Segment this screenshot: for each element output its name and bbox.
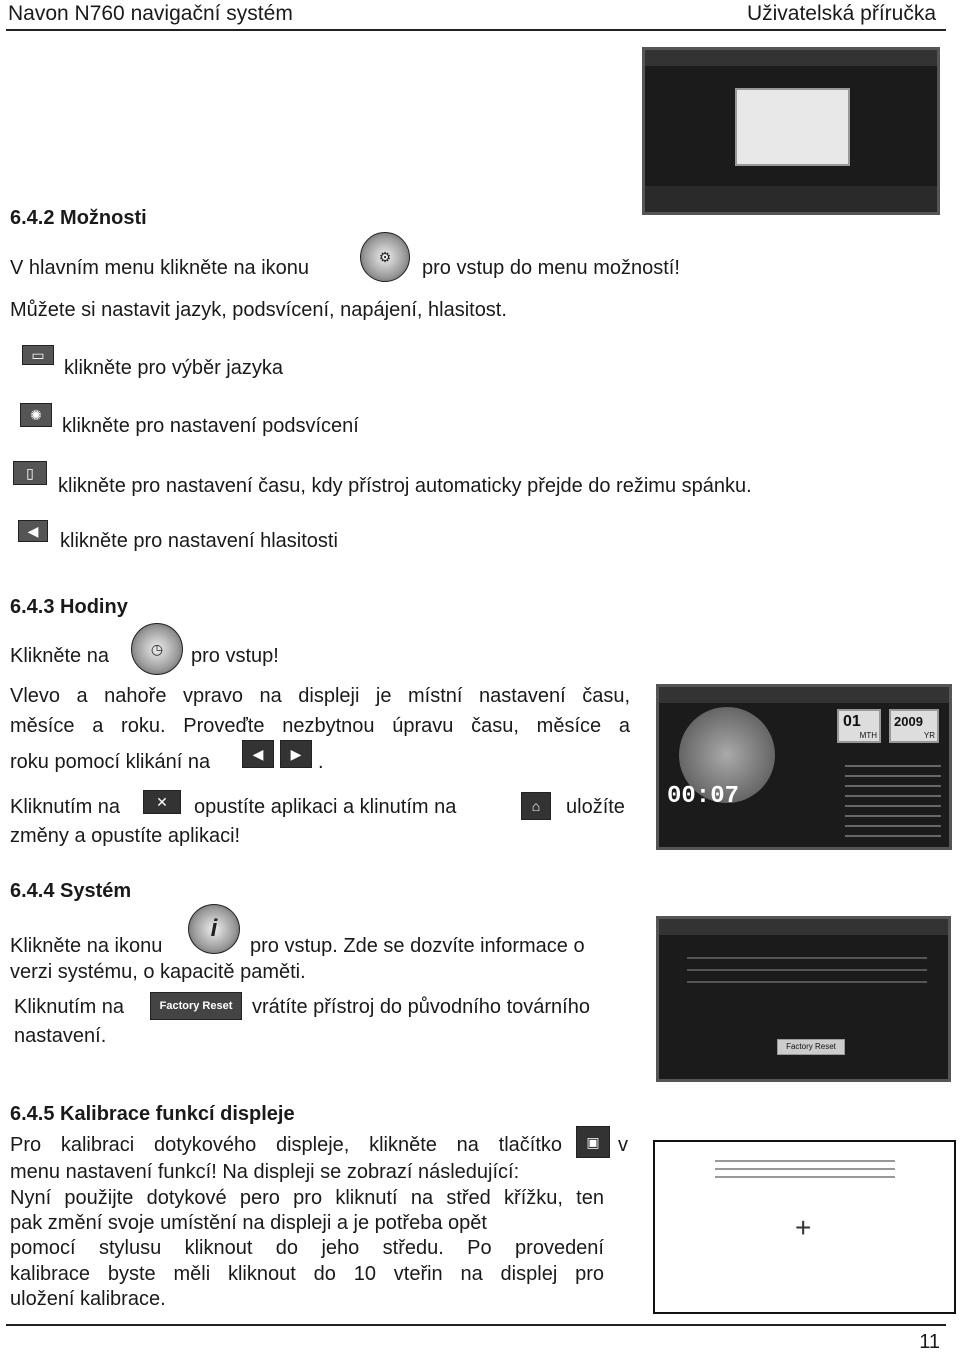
calibration-line3: Nyní použijte dotykové pero pro kliknutí na střed křížku, ten — [10, 1187, 604, 1209]
home-icon: ⌂ — [521, 792, 551, 820]
page-number: 11 — [919, 1331, 940, 1353]
language-item-text: klikněte pro výběr jazyka — [64, 357, 283, 379]
options-intro-end: pro vstup do menu možností! — [422, 257, 680, 279]
calibration-icon: ▣ — [576, 1126, 610, 1158]
year-label: YR — [923, 731, 935, 740]
clock-intro-end: pro vstup! — [191, 645, 279, 667]
volume-item-text: klikněte pro nastavení hlasitosti — [60, 530, 338, 552]
clock-exit-line2: změny a opustíte aplikaci! — [10, 825, 241, 847]
month-label: MTH — [859, 731, 877, 740]
factory-reset-button: Factory Reset — [777, 1039, 845, 1055]
factory-reset-icon: Factory Reset — [150, 992, 242, 1020]
info-icon: i — [188, 904, 240, 954]
system-info-lines — [687, 947, 927, 991]
month-box — [837, 709, 881, 743]
close-icon: ✕ — [143, 790, 181, 814]
calibration-line4: pak změní svoje umístění na displeji a je potřeba opět — [10, 1212, 487, 1234]
power-icon: ▯ — [13, 461, 47, 485]
clock-screenshot — [656, 684, 952, 850]
power-item-text: klikněte pro nastavení času, kdy přístroj automaticky přejde do režimu spánku. — [58, 475, 752, 497]
system-screenshot — [656, 916, 951, 1082]
month-value: 01 — [843, 713, 861, 730]
system-intro-end: pro vstup. Zde se dozvíte informace o — [250, 935, 585, 957]
options-screenshot — [642, 47, 940, 215]
clock-time: 00:07 — [667, 783, 740, 810]
backlight-item-text: klikněte pro nastavení podsvícení — [62, 415, 359, 437]
clock-icon: ◷ — [131, 623, 183, 675]
header-rule — [6, 29, 946, 31]
year-box — [889, 709, 939, 743]
clock-intro-start: Klikněte na — [10, 645, 109, 667]
calendar-grid — [845, 757, 941, 837]
calibration-line1: Pro kalibraci dotykového displeje, klikněte na tlačítko — [10, 1134, 562, 1156]
options-intro-start: V hlavním menu klikněte na ikonu — [10, 257, 310, 279]
calibration-line5: pomocí stylusu kliknout do jeho středu. Po provedení — [10, 1237, 604, 1259]
clock-paragraph-line1: Vlevo a nahoře vpravo na displeji je místní nastavení času, — [10, 685, 630, 707]
clock-paragraph-line2: měsíce a roku. Proveďte nezbytnou úpravu času, měsíce a — [10, 715, 630, 737]
clock-paragraph-line3: roku pomocí klikání na — [10, 751, 211, 773]
section-title-system: 6.4.4 Systém — [10, 880, 132, 902]
clock-exit-middle: opustíte aplikaci a klinutím na — [194, 796, 457, 818]
arrow-left-icon: ◀ — [242, 740, 274, 768]
system-intro-line2: verzi systému, o kapacitě paměti. — [10, 961, 306, 983]
calibration-line6: kalibrace byste měli kliknout do 10 vteřin na displej pro — [10, 1263, 604, 1285]
year-value: 2009 — [894, 714, 923, 729]
backlight-icon: ✺ — [20, 403, 52, 427]
volume-icon: ◀ — [18, 520, 48, 542]
reset-text-line2: nastavení. — [14, 1025, 107, 1047]
language-icon: ▭ — [22, 345, 54, 365]
options-description: Můžete si nastavit jazyk, podsvícení, napájení, hlasitost. — [10, 299, 507, 321]
clock-exit-start: Kliknutím na — [10, 796, 121, 818]
header-subtitle: Uživatelská příručka — [746, 2, 936, 25]
calibration-instruction-lines — [715, 1154, 895, 1180]
footer-rule — [6, 1324, 946, 1326]
section-title-calibration: 6.4.5 Kalibrace funkcí displeje — [10, 1103, 295, 1125]
system-intro-start: Klikněte na ikonu — [10, 935, 163, 957]
arrow-right-icon: ▶ — [280, 740, 312, 768]
clock-paragraph-line3-end: . — [318, 751, 324, 773]
header-title: Navon N760 navigační systém — [8, 2, 293, 25]
clock-exit-end: uložíte — [566, 796, 625, 818]
section-title-clock: 6.4.3 Hodiny — [10, 596, 128, 618]
calibration-screenshot — [653, 1140, 956, 1314]
reset-text-start: Kliknutím na — [14, 996, 125, 1018]
calibration-line1-end: v — [618, 1134, 628, 1156]
calibration-line7: uložení kalibrace. — [10, 1288, 166, 1310]
options-icon: ⚙ — [360, 232, 410, 282]
calibration-line2: menu nastavení funkcí! Na displeji se zobrazí následující: — [10, 1161, 520, 1183]
crosshair-icon: + — [795, 1212, 812, 1243]
reset-text-end: vrátíte přístroj do původního továrního — [252, 996, 590, 1018]
section-title-options: 6.4.2 Možnosti — [10, 207, 147, 229]
